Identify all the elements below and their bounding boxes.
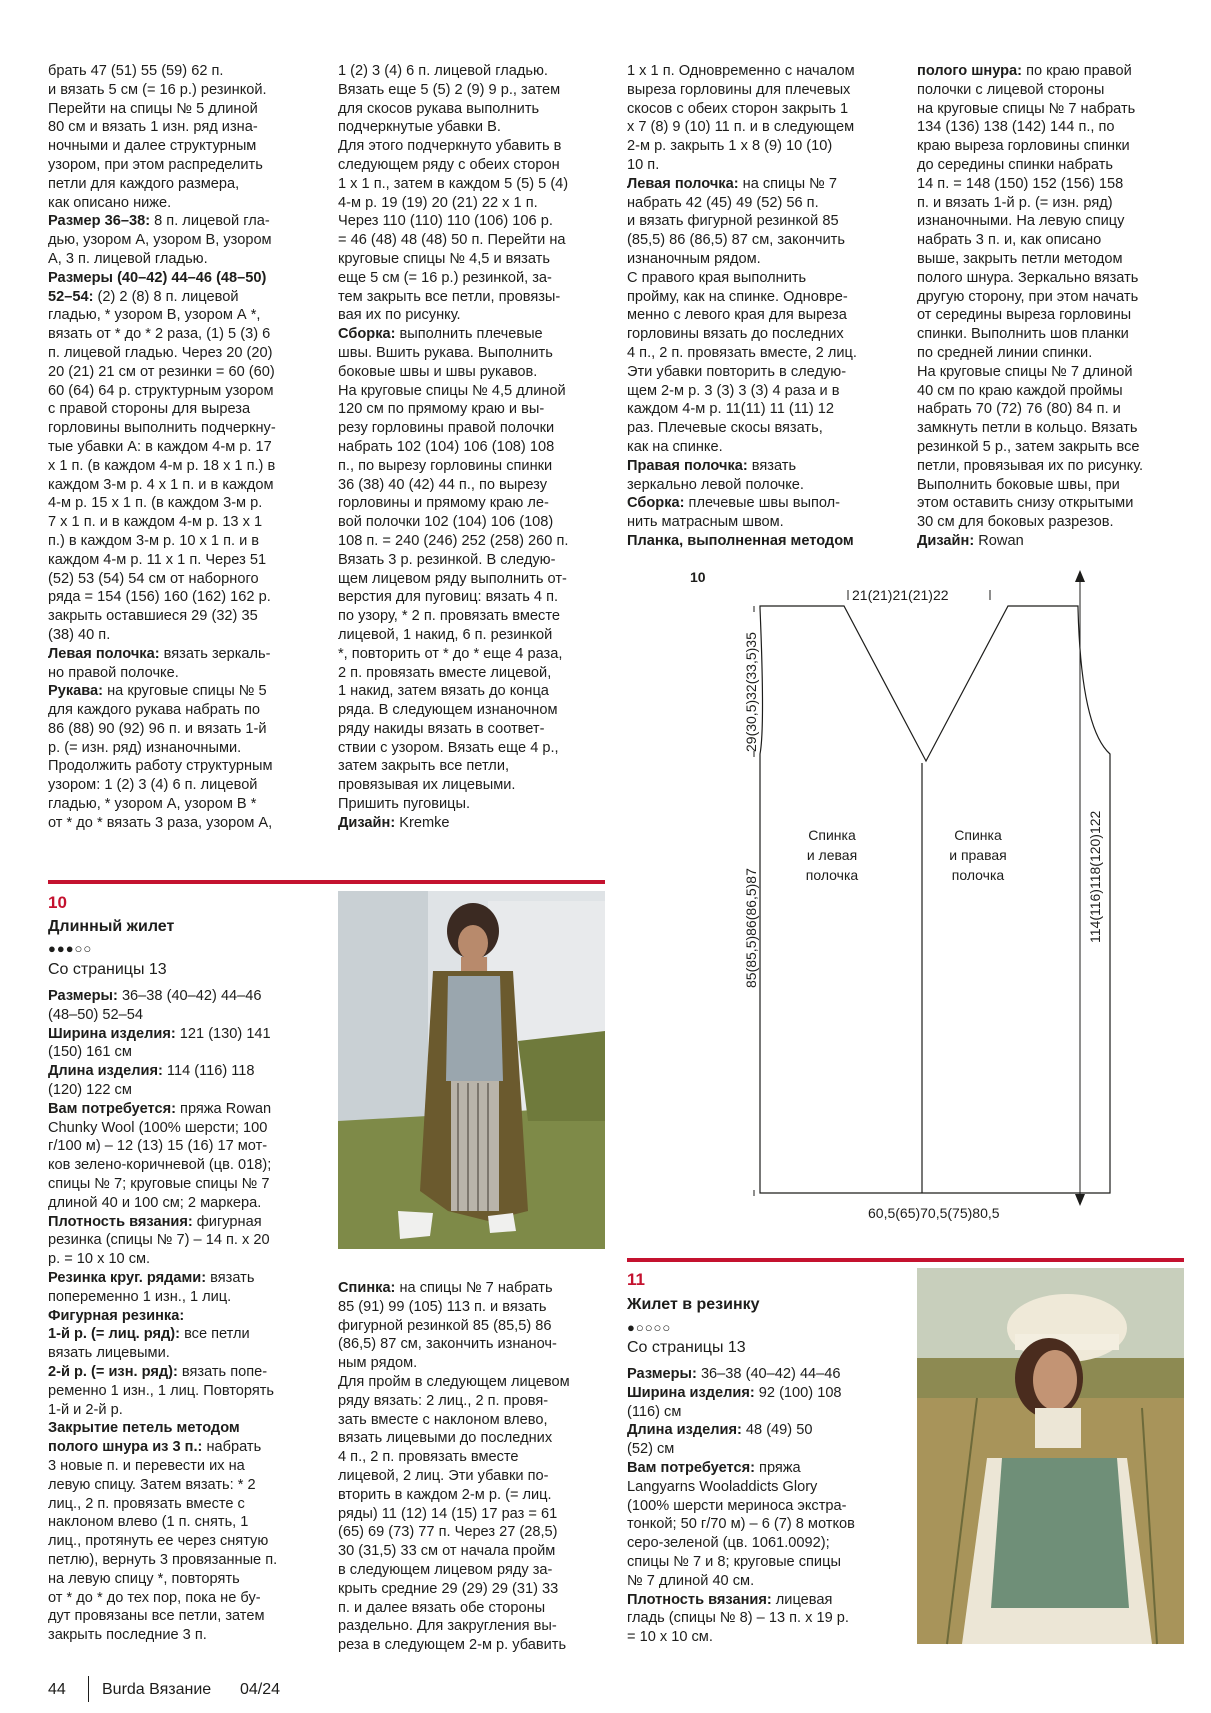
- bold-run: Размеры:: [48, 988, 118, 1004]
- total-length-dim: 114(116)118(120)122: [1087, 810, 1103, 943]
- bold-run: полого шнура:: [917, 63, 1023, 79]
- section-10-body: [48, 987, 323, 1645]
- text-run: лицевая гладь (спицы № 8) – 13 п. х 19 р. = 10 х 10 см.: [627, 1591, 849, 1646]
- section-11-number: 11: [627, 1270, 645, 1289]
- bold-run: Вам потребуется:: [48, 1100, 176, 1117]
- col4-top-text: [917, 62, 1192, 551]
- text-run: 36–38 (40–42) 44–46: [700, 1366, 841, 1382]
- bold-run: Резинка круг. рядами:: [48, 1269, 207, 1286]
- armhole-depth-dim: 29(30,5)32(33,5)35: [743, 632, 759, 752]
- section-11-body: [627, 1365, 902, 1647]
- col2-top-text: [338, 62, 613, 833]
- left-piece-label-1: Спинка: [808, 827, 856, 843]
- lower-length-dim: 85(85,5)86(86,5)87: [743, 868, 759, 988]
- section-10-number: 10: [48, 893, 67, 912]
- text-run: вязать зеркаль- но правой полочке.: [48, 645, 271, 681]
- text-run: вязать попеременно 1 изн., 1 лиц.: [48, 1269, 255, 1305]
- text-run: 121 (130) 141 (150) 161 см: [48, 1025, 271, 1061]
- text-run: (2) 2 (8) 8 п. лицевой гладью, * узором В, узором А *, вязать от * до * 2 раза, (1) 5 (3) 6 п. лицевой гладью. Через 20 (20) 20 (21) 21 см от резинки = 60 (60) 60 (64) 64 р. структурным узором с правой стороны для выреза горловины выполнить подчеркну- тые убавки А: в каждом 4-м р. 17 х 1 п. (в каждом 4-м р. 18 х 1 п.) в каждом 3-м р. 4 х 1 п. и в каждом 4-м р. 15 х 1 п. (в каждом 3-м р. 7 х 1 п. и в каждом 4-м р. 13 х 1 п.) в каждом 3-м р. 10 х 1 п. и в каждом 4-м р. 11 х 1 п. Через 51 (52) 53 (54) 54 см от наборного ряда = 154 (156) 160 (162) 162 р. закрыть оставшиеся 29 (32) 35 (38) 40 п.: [48, 288, 276, 643]
- text-run: Rowan: [974, 532, 1024, 549]
- bold-run: Левая полочка:: [48, 645, 160, 662]
- text-run: пряжа Langyarns Wooladdicts Glory (100% шерсти мериноса экстра- тонкой; 50 г/70 м) – 6 (7) 8 мотков серо-зеленой (цв. 1061.0092); спицы № 7 и 8; круговые спицы № 7 длиной 40 см.: [627, 1459, 855, 1589]
- text-run: на спицы № 7 набрать 85 (91) 99 (105) 113 п. и вязать фигурной резинкой 85 (85,5) 86 (86,5) 87 см, закончить изнаноч- ным рядом. Для пройм в следующем лицевом ряду вязать: 2 лиц., 2 п. провя- зать вместе с наклоном влево, вязать лицевыми до последних 4 п., 2 п. провязать вместе лицевой, 2 лиц. Эти убавки по- вторить в каждом 2-м р. (= лиц. ряды) 11 (12) 14 (15) 17 раз = 61 (65) 69 (73) 77 п. Через 27 (28,5) 30 (31,5) 33 см от начала пройм в следующем лицевом ряду за- крыть средние 29 (29) 29 (31) 33 п. и далее вязать обе стороны раздельно. Для закругления вы- реза в следующем 2-м р. убавить: [338, 1280, 570, 1654]
- bold-run: Сборка:: [627, 495, 685, 512]
- text-run: 1 х 1 п. Одновременно с началом выреза горловины для плечевых скосов с обеих сторон закрыть 1 х 7 (8) 9 (10) 11 п. и в следующем 2-м р. закрыть 1 х 8 (9) 10 (10) 10 п.: [627, 63, 855, 173]
- bold-run: Плотность вязания:: [627, 1591, 772, 1608]
- text-run: 8 п. лицевой гла- дью, узором А, узором В, узором А, 3 п. лицевой гладью.: [48, 213, 272, 267]
- right-piece-label-2: и правая: [949, 847, 1007, 863]
- section-11-rule: [627, 1258, 1184, 1262]
- text-run: плечевые швы выпол- нить матрасным швом.: [627, 495, 841, 531]
- magazine-name: Burda Вязание: [102, 1681, 212, 1698]
- right-piece-label-3: полочка: [951, 867, 1005, 883]
- text-run: Kremke: [395, 814, 450, 831]
- section-10-rule: [48, 880, 605, 884]
- col1-top-text: [48, 62, 323, 833]
- bold-run: Размер 36–38:: [48, 213, 151, 230]
- text-run: все петли вязать лицевыми.: [48, 1326, 250, 1362]
- left-piece-label-2: и левая: [806, 847, 858, 863]
- bold-run: Планка, выполненная методом: [627, 532, 854, 549]
- text-run: выполнить плечевые швы. Вшить рукава. Выполнить боковые швы и швы рукавов. На круговые спицы № 4,5 длиной 120 см по прямому краю и вы- резу горловины правой полочки набрать 102 (104) 106 (108) 108 п., по вырезу горловины спинки 36 (38) 40 (42) 44 п., по вырезу горловины и прямому краю ле- вой полочки 102 (104) 106 (108) 108 п. = 240 (246) 252 (258) 260 п. Вязать 3 р. резинкой. В следую- щем лицевом ряду выполнить от- верстия для пуговиц: вязать 4 п. по узору, * 2 п. провязать вместе лицевой, 1 накид, 6 п. резинкой *, повторить от * до * еще 4 раза, 2 п. провязать вместе лицевой, 1 накид, затем вязать до конца ряда. В следующем изнаночном ряду накиды вязать в соответ- ствии с узором. Вязать еще 4 р., затем закрыть все петли, провязывая их лицевыми. Пришить пуговицы.: [338, 326, 569, 813]
- text-run: 114 (116) 118 (120) 122 см: [48, 1063, 255, 1098]
- text-run: 92 (100) 108 (116) см: [627, 1384, 842, 1420]
- diagram-number: 10: [690, 569, 706, 585]
- bold-run: Фигурная резинка:: [48, 1307, 185, 1324]
- right-piece-label-1: Спинка: [954, 827, 1002, 843]
- vest-outline: [760, 606, 1110, 1193]
- text-run: вязать попе- ременно 1 изн., 1 лиц. Повторять 1-й и 2-й р.: [48, 1363, 275, 1418]
- bold-run: Ширина изделия:: [48, 1025, 176, 1042]
- bold-run: Правая полочка:: [627, 457, 748, 474]
- text-run: 1 (2) 3 (4) 6 п. лицевой гладью. Вязать еще 5 (5) 2 (9) 9 р., затем для скосов рукава выполнить подчеркнутые убавки В. Для этого подчеркнуто убавить в следующем ряду с обеих сторон 1 х 1 п., затем в каждом 5 (5) 5 (4) 4-м р. 19 (19) 20 (21) 22 х 1 п. Через 110 (110) 110 (106) 106 р. = 46 (48) 48 (48) 50 п. Перейти на круговые спицы № 4,5 и вязать еще 5 см (= 16 р.) резинкой, за- тем закрыть все петли, провязы- вая их по рисунку.: [338, 63, 569, 324]
- text-run: фигурная резинка (спицы № 7) – 14 п. х 20 р. = 10 х 10 см.: [48, 1213, 270, 1268]
- bold-run: Рукава:: [48, 683, 104, 700]
- bold-run: 2-й р. (= изн. ряд):: [48, 1363, 178, 1380]
- section-10-from-page: Со страницы 13: [48, 961, 167, 978]
- section-11-from-page: Со страницы 13: [627, 1339, 746, 1356]
- text-run: брать 47 (51) 55 (59) 62 п. и вязать 5 см (= 16 р.) резинкой. Перейти на спицы № 5 длиной 80 см и вязать 1 изн. ряд изна- ночными и далее структурным узором, при этом распределить петли для каждого размера, как описано ниже.: [48, 63, 267, 211]
- bold-run: Закрытие петель методом полого шнура из 3 п.:: [48, 1420, 240, 1456]
- section-10-title: Длинный жилет: [48, 918, 175, 935]
- top-width-dim: 21(21)21(21)22: [852, 587, 949, 603]
- bold-run: Левая полочка:: [627, 175, 739, 192]
- section-11-title: Жилет в резинку: [627, 1296, 760, 1313]
- issue-number: 04/24: [240, 1681, 281, 1698]
- section-10-photo: [338, 891, 605, 1249]
- bold-run: Плотность вязания:: [48, 1213, 193, 1230]
- bold-run: Дизайн:: [338, 814, 396, 831]
- text-run: 48 (49) 50 (52) см: [627, 1422, 813, 1458]
- col3-top-text: [627, 62, 902, 551]
- text-run: пряжа Rowan Chunky Wool (100% шерсти; 100 г/100 м) – 12 (13) 15 (16) 17 мот- ков зелено-коричневой (цв. 018); спицы № 7; круговые спицы № 7 длиной 40 и 100 см; 2 маркера.: [48, 1100, 272, 1211]
- text-run: 36–38 (40–42) 44–46 (48–50) 52–54: [48, 988, 262, 1023]
- text-run: на спицы № 7 набрать 42 (45) 49 (52) 56 п. и вязать фигурной резинкой 85 (85,5) 86 (86,5) 87 см, закончить изнаночным рядом. С правого края выполнить пройму, как на спинке. Одновре- менно с левого края для выреза горловины вязать до последних 4 п., 2 п. провязать вместе, 2 лиц. Эти убавки повторить в следую- щем 2-м р. 3 (3) 3 (3) 4 раза и в каждом 4-м р. 11(11) 11 (11) 12 раз. Плечевые скосы вязать, как на спинке.: [627, 175, 857, 455]
- vest-diagram: [660, 568, 1103, 1221]
- bold-run: Ширина изделия:: [627, 1384, 755, 1401]
- left-piece-label-3: полочка: [805, 867, 859, 883]
- bold-run: Спинка:: [338, 1280, 396, 1296]
- page-number: 44: [48, 1681, 66, 1698]
- footer-divider: [88, 1676, 89, 1702]
- section-11-difficulty: ●○○○○: [627, 1320, 672, 1335]
- bold-run: 1-й р. (= лиц. ряд):: [48, 1326, 181, 1343]
- bold-run: Вам потребуется:: [627, 1459, 755, 1476]
- bottom-width-dim: 60,5(65)70,5(75)80,5: [868, 1205, 1000, 1221]
- bold-run: Размеры:: [627, 1366, 697, 1382]
- bold-run: Дизайн:: [917, 532, 975, 549]
- text-run: по краю правой полочки с лицевой стороны на круговые спицы № 7 набрать 134 (136) 138 (142) 144 п., по краю выреза горловины спинки до середины спинки набрать 14 п. = 148 (150) 152 (156) 158 п. и вязать 1-й р. (= изн. ряд) изнаночными. На левую спицу набрать 3 п. и, как описано выше, закрыть петли методом полого шнура. Зеркально вязать другую сторону, при этом начать от середины выреза горловины спинки. Выполнить шов планки по средней линии спинки. На круговые спицы № 7 длиной 40 см по краю каждой проймы набрать 70 (72) 76 (80) 84 п. и замкнуть петли в кольцо. Вязать резинкой 5 р., затем закрыть все петли, провязывая их по рисунку. Выполнить боковые швы, при этом оставить снизу открытыми 30 см для боковых разрезов.: [917, 63, 1144, 531]
- bold-run: Длина изделия:: [48, 1063, 163, 1080]
- bold-run: Размеры (40–42) 44–46 (48–50) 52–54:: [48, 269, 267, 305]
- bold-run: Сборка:: [338, 326, 396, 343]
- text-run: набрать 3 новые п. и перевести их на левую спицу. Затем вязать: * 2 лиц., 2 п. провязать вместе с наклоном влево (1 п. снять, 1 лиц., протянуть ее через снятую петлю), вернуть 3 провязанные п. на левую спицу *, повторять от * до * до тех пор, пока не бу- дут провязаны все петли, затем закрыть последние 3 п.: [48, 1439, 278, 1644]
- section-10-difficulty: ●●●○○: [48, 941, 93, 956]
- text-run: вязать зеркально левой полочке.: [627, 457, 804, 493]
- section-11-photo: [917, 1268, 1184, 1644]
- text-run: на круговые спицы № 5 для каждого рукава набрать по 86 (88) 90 (92) 96 п. и вязать 1-й р. (= изн. ряд) изнаночными. Продолжить работу структурным узором: 1 (2) 3 (4) 6 п. лицевой гладью, * узором А, узором В * от * до * вязать 3 раза, узором А,: [48, 683, 273, 831]
- bold-run: Длина изделия:: [627, 1422, 742, 1439]
- col2-bottom-text: [338, 1279, 613, 1655]
